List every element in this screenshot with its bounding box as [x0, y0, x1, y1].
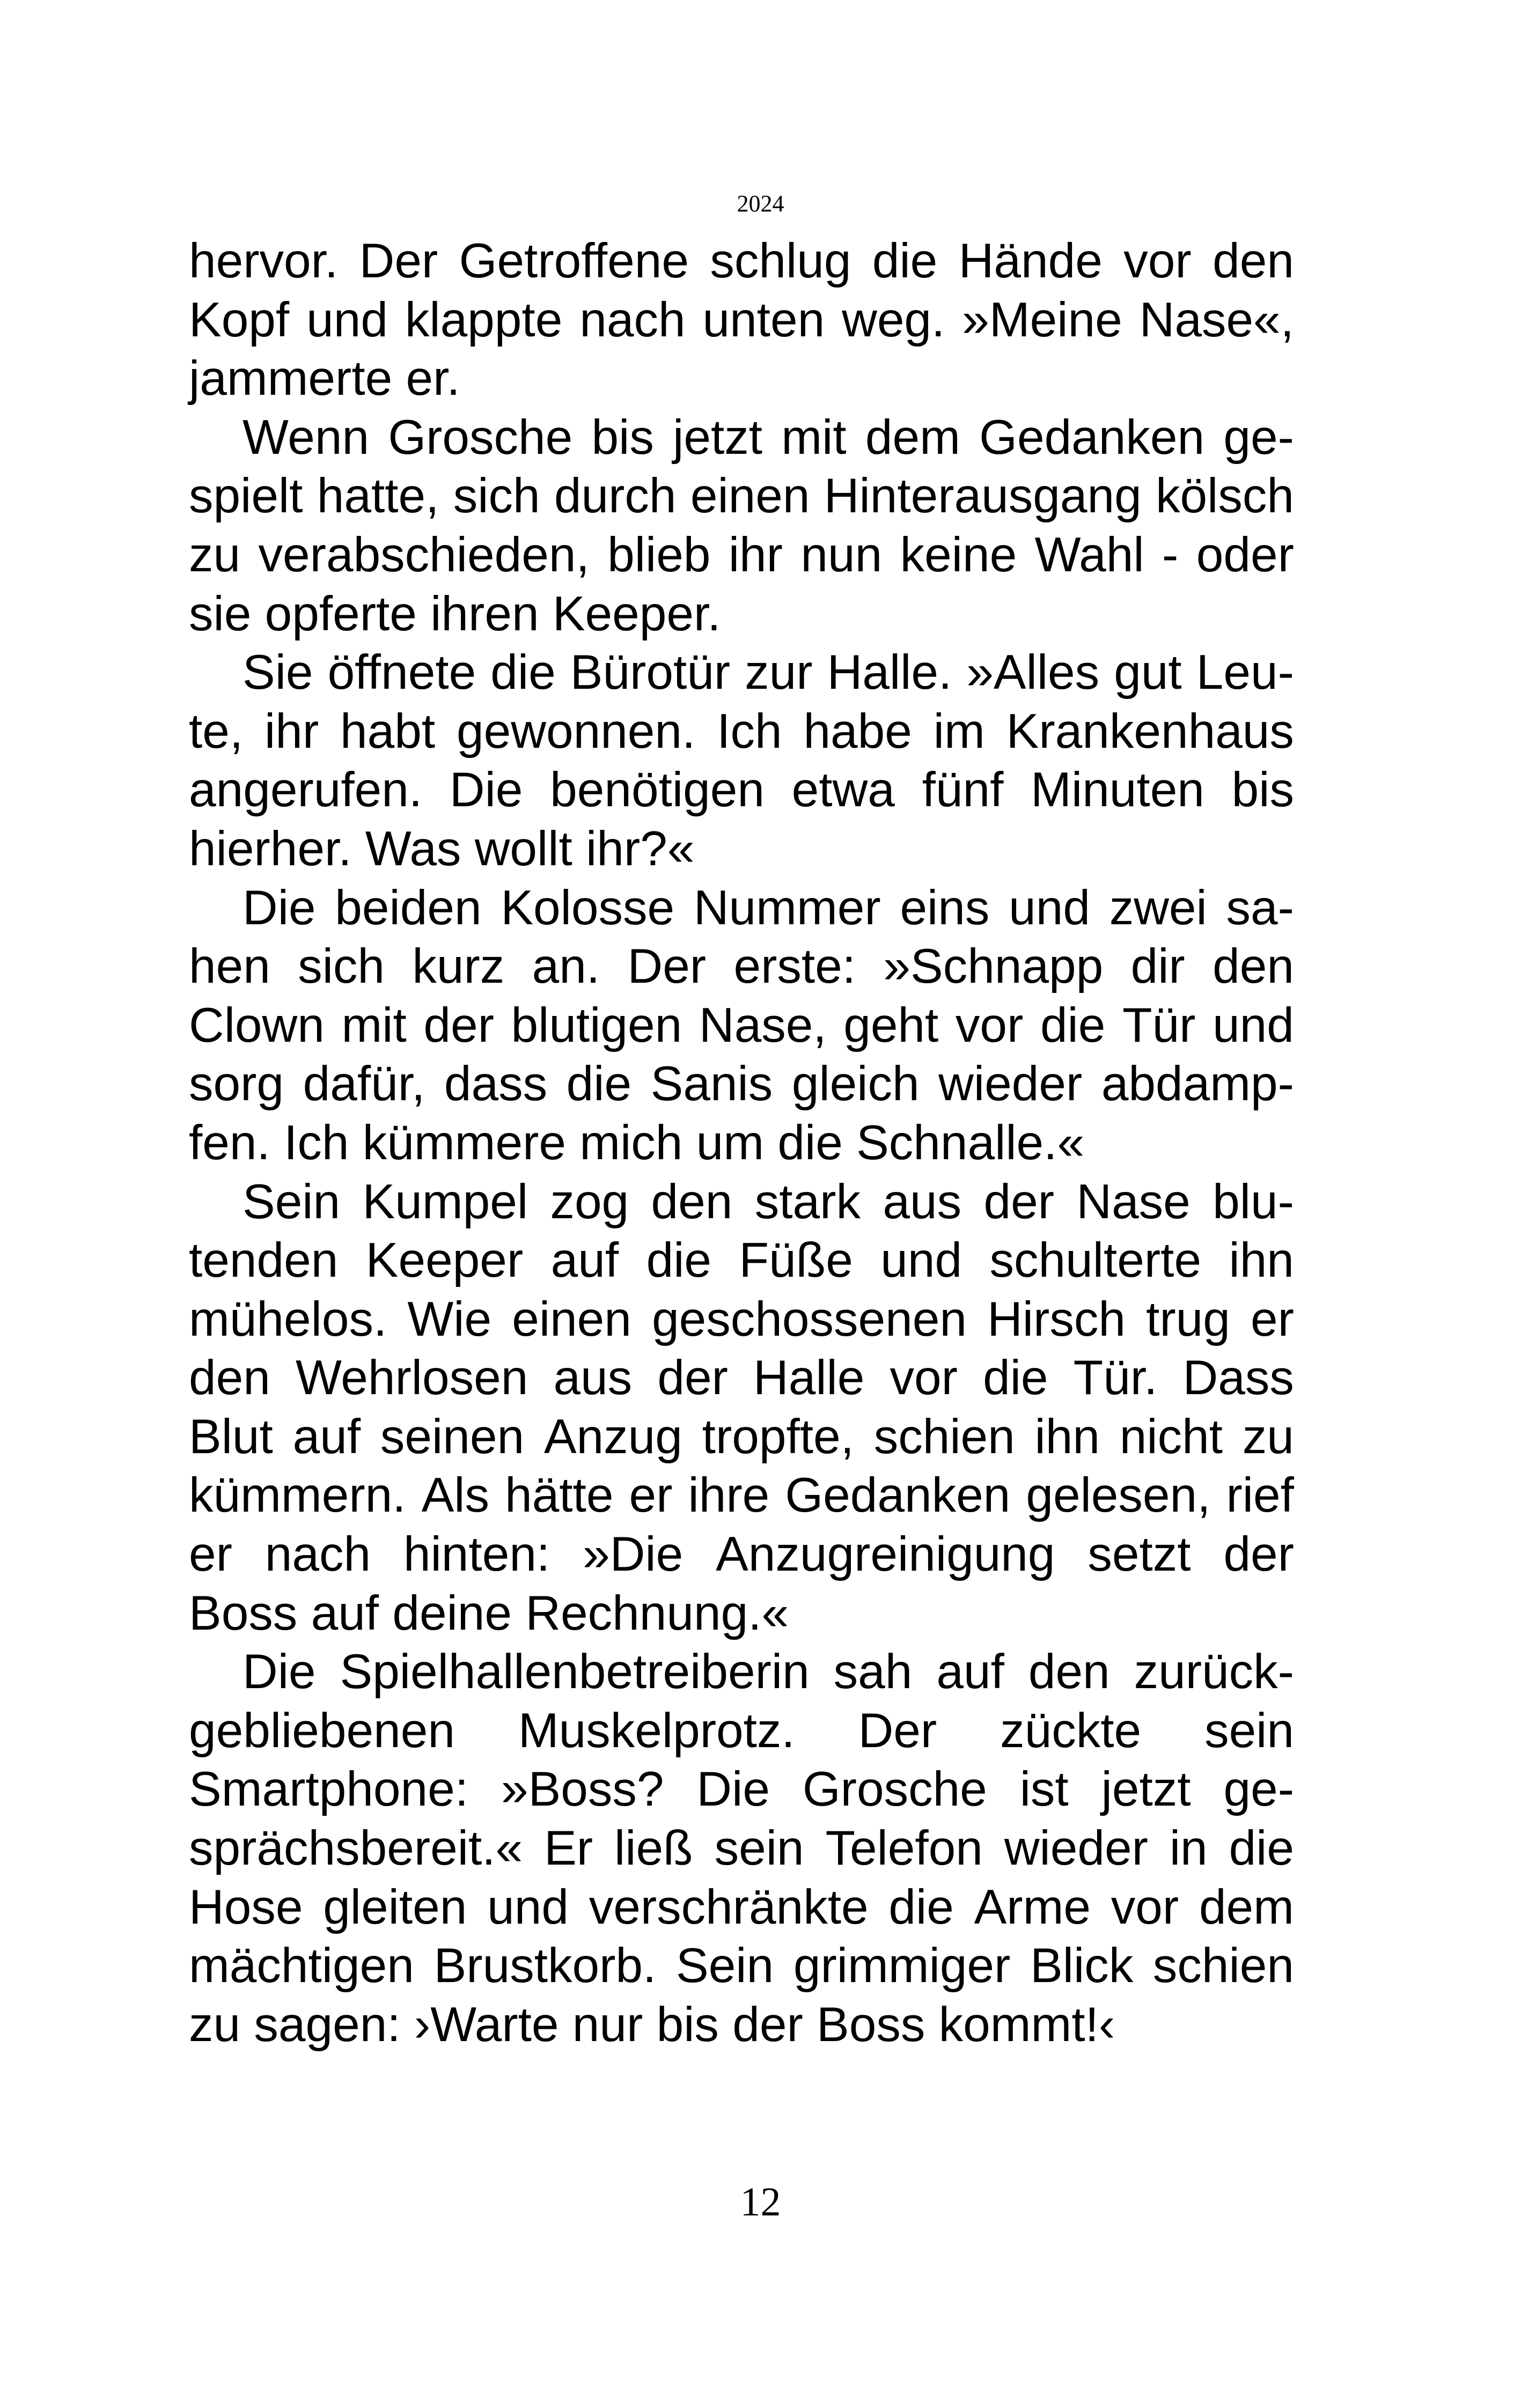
word: klappte — [405, 292, 563, 347]
word: benötigen — [550, 763, 765, 818]
word: mühelos. — [189, 1292, 387, 1346]
word: sah — [833, 1645, 913, 1699]
text-line — [189, 996, 1294, 1055]
word: jetzt — [673, 410, 763, 465]
text-line — [189, 1819, 1294, 1878]
word: hen — [189, 939, 270, 994]
word: der — [1223, 1527, 1294, 1582]
word: ihr — [264, 704, 319, 759]
word: fünf — [922, 763, 1004, 818]
word: Gedanken — [979, 410, 1205, 465]
word: seinen — [380, 1409, 525, 1464]
word: die — [646, 1233, 712, 1288]
word: verabschieden, — [258, 527, 590, 582]
text-line — [189, 1173, 1294, 1232]
word: vor — [955, 998, 1024, 1052]
word: »Die — [583, 1527, 684, 1582]
word: Leu- — [1196, 645, 1294, 700]
word: Die — [243, 1645, 316, 1699]
word: mit — [781, 410, 847, 465]
word: spielt — [189, 469, 303, 524]
paragraph — [189, 879, 1294, 1173]
word: sa- — [1226, 880, 1294, 935]
word: dem — [1199, 1880, 1294, 1934]
word: Sie — [243, 645, 313, 700]
word: Die — [696, 1762, 770, 1817]
word: die — [1229, 1821, 1294, 1876]
text-line — [189, 1466, 1294, 1525]
word: schulterte — [989, 1233, 1202, 1288]
word: und — [880, 1233, 962, 1288]
word: zu — [1242, 1409, 1294, 1464]
word: gleiten — [323, 1880, 467, 1934]
word: Wehrlosen — [295, 1351, 528, 1405]
word: Clown — [189, 998, 325, 1052]
paragraph — [189, 1643, 1294, 2054]
word: oder — [1196, 527, 1294, 582]
word: wieder — [1004, 1821, 1148, 1876]
text-line: jammerte er. — [189, 351, 460, 406]
word: hätte — [505, 1468, 614, 1523]
word: er — [629, 1468, 673, 1523]
word: nach — [264, 1527, 371, 1582]
word: ihre — [688, 1468, 770, 1523]
word: Der — [858, 1703, 937, 1758]
word: zurück- — [1134, 1645, 1294, 1699]
text-line — [189, 761, 1294, 820]
text-line — [189, 1878, 1294, 1937]
word: der — [983, 1174, 1054, 1229]
text-line — [189, 1936, 1294, 1995]
word: Nummer — [693, 880, 881, 935]
word: grimmiger — [793, 1939, 1011, 1993]
word: in — [1169, 1821, 1208, 1876]
paragraph — [189, 408, 1294, 643]
word: ist — [1019, 1762, 1069, 1817]
word: Halle — [753, 1351, 865, 1405]
word: blieb — [607, 527, 711, 582]
word: Ich — [717, 704, 782, 759]
word: die — [1040, 998, 1106, 1052]
word: und — [306, 292, 388, 347]
word: tropfte, — [702, 1409, 854, 1464]
word: ihn — [1034, 1409, 1100, 1464]
word: aus — [553, 1351, 633, 1405]
word: Sein — [243, 1174, 341, 1229]
text-line — [189, 408, 1294, 467]
word: Kopf — [189, 292, 290, 347]
word: Nase, — [699, 998, 827, 1052]
word: auf — [936, 1645, 1004, 1699]
word: den — [651, 1174, 733, 1229]
word: vor — [1123, 234, 1192, 288]
word: den — [1028, 1645, 1110, 1699]
word: gleich — [791, 1057, 920, 1111]
word: te, — [189, 704, 244, 759]
word: sein — [1204, 1703, 1294, 1758]
word: hervor. — [189, 234, 339, 288]
text-line — [189, 643, 1294, 702]
word: Halle. — [827, 645, 952, 700]
word: abdamp- — [1101, 1057, 1294, 1111]
text-line — [189, 1643, 1294, 1702]
text-line: zu sagen: ›Warte nur bis der Boss kommt!‹ — [189, 1997, 1115, 2052]
text-line — [189, 1231, 1294, 1290]
word: hatte, — [317, 469, 439, 524]
word: Sanis — [650, 1057, 773, 1111]
word: etwa — [791, 763, 895, 818]
word: jetzt — [1101, 1762, 1191, 1817]
word: zur — [745, 645, 813, 700]
word: ihn — [1229, 1233, 1294, 1288]
text-line: hierher. Was wollt ihr?« — [189, 821, 695, 876]
word: »Alles — [966, 645, 1100, 700]
word: eins — [900, 880, 990, 935]
word: dass — [444, 1057, 548, 1111]
word: dir — [1130, 939, 1185, 994]
word: Blick — [1030, 1939, 1134, 1993]
word: sein — [714, 1821, 804, 1876]
word: blutigen — [511, 998, 682, 1052]
word: geht — [843, 998, 939, 1052]
text-line — [189, 232, 1294, 291]
word: Dass — [1182, 1351, 1294, 1405]
paragraph — [189, 232, 1294, 408]
paragraph — [189, 643, 1294, 878]
word: Füße — [739, 1233, 853, 1288]
word: Die — [243, 880, 316, 935]
word: rief — [1226, 1468, 1294, 1523]
word: Telefon — [825, 1821, 983, 1876]
word: erste: — [733, 939, 856, 994]
text-line — [189, 702, 1294, 761]
word: dem — [865, 410, 960, 465]
text-line — [189, 1760, 1294, 1819]
word: zwei — [1109, 880, 1207, 935]
word: habt — [340, 704, 436, 759]
text-line — [189, 1702, 1294, 1761]
word: keine — [900, 527, 1017, 582]
word: Hände — [958, 234, 1103, 288]
word: ließ — [614, 1821, 693, 1876]
word: an. — [532, 939, 600, 994]
word: Grosche — [388, 410, 573, 465]
word: den — [1213, 939, 1294, 994]
word: tenden — [189, 1233, 339, 1288]
word: »Meine — [962, 292, 1122, 347]
word: Grosche — [802, 1762, 987, 1817]
word: der — [423, 998, 494, 1052]
word: Blut — [189, 1409, 273, 1464]
word: habe — [803, 704, 912, 759]
word: Spielhallenbetreiberin — [340, 1645, 810, 1699]
word: vor — [890, 1351, 958, 1405]
text-line: Boss auf deine Rechnung.« — [189, 1586, 789, 1640]
word: Bürotür — [570, 645, 731, 700]
word: schien — [873, 1409, 1015, 1464]
word: setzt — [1088, 1527, 1191, 1582]
word: gebliebenen — [189, 1703, 455, 1758]
text-line — [189, 937, 1294, 996]
word: Keeper — [365, 1233, 524, 1288]
word: Wie — [407, 1292, 492, 1346]
text-line — [189, 1349, 1294, 1408]
word: Gedanken — [785, 1468, 1011, 1523]
word: Tür — [1122, 998, 1196, 1052]
word: mit — [341, 998, 407, 1052]
word: zu — [189, 527, 241, 582]
word: ge- — [1223, 1762, 1294, 1817]
word: weg. — [842, 292, 945, 347]
word: schlug — [710, 234, 851, 288]
text-line — [189, 1290, 1294, 1349]
word: Hirsch — [987, 1292, 1126, 1346]
word: und — [1213, 998, 1294, 1052]
word: Tür. — [1073, 1351, 1158, 1405]
word: schien — [1152, 1939, 1294, 1993]
word: nach — [579, 292, 686, 347]
word: den — [1213, 234, 1294, 288]
word: bis — [591, 410, 654, 465]
word: gut — [1114, 645, 1182, 700]
word: geschossenen — [652, 1292, 967, 1346]
word: sich — [453, 469, 540, 524]
word: einen — [690, 469, 810, 524]
word: wieder — [938, 1057, 1083, 1111]
page-body-text — [189, 232, 1294, 2054]
text-line — [189, 1525, 1294, 1584]
word: Nase«, — [1139, 292, 1294, 347]
word: »Boss? — [501, 1762, 664, 1817]
word: kümmern. — [189, 1468, 406, 1523]
word: im — [933, 704, 985, 759]
word: Kumpel — [362, 1174, 528, 1229]
word: sprächsbereit.« — [189, 1821, 523, 1876]
word: der — [657, 1351, 728, 1405]
word: die — [872, 234, 938, 288]
word: angerufen. — [189, 763, 423, 818]
word: Wahl — [1034, 527, 1144, 582]
word: dafür, — [303, 1057, 425, 1111]
word: Arme — [974, 1880, 1091, 1934]
word: Kolosse — [501, 880, 675, 935]
word: unten — [702, 292, 825, 347]
word: Der — [359, 234, 438, 288]
word: einen — [512, 1292, 631, 1346]
word: kölsch — [1156, 469, 1294, 524]
word: Hinterausgang — [824, 469, 1142, 524]
word: Wenn — [243, 410, 370, 465]
word: Der — [627, 939, 707, 994]
word: Die — [449, 763, 523, 818]
text-line — [189, 291, 1294, 350]
word: blu- — [1213, 1174, 1294, 1229]
word: »Schnapp — [883, 939, 1104, 994]
word: und — [487, 1880, 569, 1934]
text-line — [189, 1055, 1294, 1114]
running-header-year: 2024 — [737, 190, 784, 217]
word: aus — [883, 1174, 962, 1229]
text-line — [189, 879, 1294, 938]
word: auf — [550, 1233, 619, 1288]
word: trug — [1146, 1292, 1230, 1346]
word: sich — [298, 939, 385, 994]
word: mächtigen — [189, 1939, 414, 1993]
word: ge- — [1223, 410, 1294, 465]
word: gelesen, — [1026, 1468, 1211, 1523]
paragraph — [189, 1173, 1294, 1643]
word: Als — [421, 1468, 490, 1523]
word: beiden — [335, 880, 482, 935]
word: - — [1162, 527, 1179, 582]
text-line — [189, 526, 1294, 585]
word: die — [490, 645, 556, 700]
word: den — [189, 1351, 270, 1405]
word: er — [1251, 1292, 1294, 1346]
text-line: sie opferte ihren Keeper. — [189, 586, 721, 641]
word: öffnete — [327, 645, 476, 700]
word: Getroffene — [459, 234, 689, 288]
text-line — [189, 467, 1294, 526]
page-number: 12 — [740, 2179, 781, 2225]
word: Anzug — [543, 1409, 682, 1464]
word: zog — [550, 1174, 629, 1229]
word: gewonnen. — [457, 704, 696, 759]
word: die — [566, 1057, 632, 1111]
word: Anzugreinigung — [716, 1527, 1055, 1582]
word: nicht — [1119, 1409, 1223, 1464]
word: nun — [800, 527, 883, 582]
word: Nase — [1076, 1174, 1191, 1229]
word: zückte — [1000, 1703, 1142, 1758]
word: vor — [1111, 1880, 1179, 1934]
word: auf — [292, 1409, 361, 1464]
word: Brustkorb. — [433, 1939, 657, 1993]
word: durch — [554, 469, 677, 524]
word: hinten: — [403, 1527, 550, 1582]
text-line: fen. Ich kümmere mich um die Schnalle.« — [189, 1115, 1085, 1170]
word: Hose — [189, 1880, 303, 1934]
word: Smartphone: — [189, 1762, 469, 1817]
word: die — [888, 1880, 954, 1934]
word: kurz — [412, 939, 505, 994]
word: stark — [754, 1174, 861, 1229]
word: Minuten — [1031, 763, 1204, 818]
word: die — [983, 1351, 1048, 1405]
word: verschränkte — [589, 1880, 869, 1934]
word: bis — [1231, 763, 1294, 818]
word: ihr — [728, 527, 783, 582]
text-line — [189, 1408, 1294, 1467]
word: sorg — [189, 1057, 284, 1111]
word: Krankenhaus — [1006, 704, 1294, 759]
word: Muskelprotz. — [518, 1703, 795, 1758]
word: Er — [544, 1821, 593, 1876]
word: und — [1009, 880, 1090, 935]
word: Sein — [676, 1939, 774, 1993]
word: er — [189, 1527, 232, 1582]
